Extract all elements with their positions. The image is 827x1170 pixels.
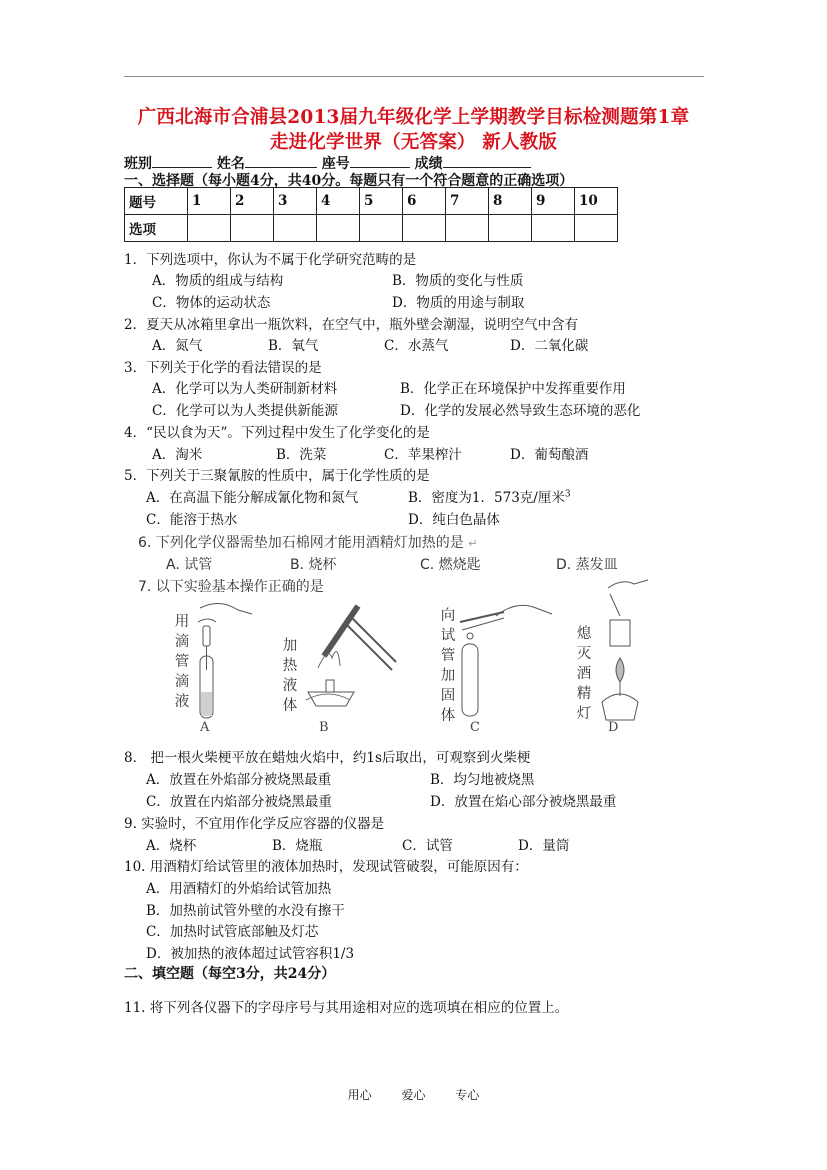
option: A．在高温下能分解成氰化物和氮气 bbox=[146, 490, 359, 506]
option: D．被加热的液体超过试管容积1/3 bbox=[146, 946, 355, 962]
answer-cell[interactable] bbox=[360, 215, 403, 242]
question-stem: 7. 以下实验基本操作正确的是 bbox=[138, 579, 324, 595]
option: C．化学可以为人类提供新能源 bbox=[152, 403, 338, 419]
option: C．放置在内焰部分被烧黑最重 bbox=[146, 794, 332, 810]
figure-b-letter: B bbox=[319, 720, 329, 735]
title-line-1: 广西北海市合浦县2013届九年级化学上学期教学目标检测题第1章 bbox=[137, 107, 690, 128]
option: D．量筒 bbox=[518, 838, 570, 854]
seat-blank[interactable] bbox=[350, 153, 410, 168]
question-stem: 2．夏天从冰箱里拿出一瓶饮料，在空气中，瓶外壁会潮湿，说明空气中含有 bbox=[124, 317, 579, 333]
table-cell: 3 bbox=[274, 188, 317, 215]
option: B．烧瓶 bbox=[272, 838, 323, 854]
figure-d-letter: D bbox=[608, 720, 619, 735]
figure-c-caption: 向试管加固体 bbox=[440, 608, 456, 724]
answer-cell[interactable] bbox=[274, 215, 317, 242]
option: A．氮气 bbox=[152, 338, 203, 354]
option: C．物体的运动状态 bbox=[152, 295, 271, 311]
option-with-superscript bbox=[408, 486, 571, 506]
table-cell: 2 bbox=[231, 188, 274, 215]
option: B．加热前试管外壁的水没有擦干 bbox=[146, 903, 345, 919]
option: D．葡萄酿酒 bbox=[510, 447, 589, 463]
option: A．化学可以为人类研制新材料 bbox=[152, 381, 338, 397]
table-cell: 5 bbox=[360, 188, 403, 215]
option: D．二氧化碳 bbox=[510, 338, 589, 354]
option: B．密度为1．573克/厘米 bbox=[408, 490, 565, 506]
figure-a-letter: A bbox=[200, 720, 210, 735]
option: B．氧气 bbox=[268, 338, 319, 354]
option: A．烧杯 bbox=[146, 838, 197, 854]
question-6-stem: 6. 下列化学仪器需垫加石棉网才能用酒精灯加热的是 bbox=[138, 535, 464, 551]
figure-a-caption: 用滴管滴液 bbox=[174, 614, 190, 710]
answer-cell[interactable] bbox=[231, 215, 274, 242]
option: D. 蒸发皿 bbox=[556, 557, 618, 573]
table-row-answers bbox=[125, 215, 618, 242]
option: C. 燃烧匙 bbox=[420, 557, 481, 573]
table-cell: 1 bbox=[188, 188, 231, 215]
option: B．均匀地被烧黑 bbox=[430, 772, 535, 788]
table-cell: 6 bbox=[403, 188, 446, 215]
row-header-number: 题号 bbox=[125, 188, 188, 215]
question-stem: 3．下列关于化学的看法错误的是 bbox=[124, 360, 322, 376]
option: B．洗菜 bbox=[276, 447, 327, 463]
seat-label: 座号 bbox=[321, 156, 350, 172]
option: D．化学的发展必然导致生态环境的恶化 bbox=[400, 403, 641, 419]
answer-cell[interactable] bbox=[403, 215, 446, 242]
option: B. 烧杯 bbox=[290, 557, 337, 573]
question-stem: 8． 把一根火柴梗平放在蜡烛火焰中，约1s后取出，可观察到火柴梗 bbox=[124, 750, 531, 766]
title-line-2: 走进化学世界（无答案） 新人教版 bbox=[269, 132, 558, 153]
option: C．苹果榨汁 bbox=[384, 447, 462, 463]
row-header-answer: 选项 bbox=[125, 215, 188, 242]
name-label: 姓名 bbox=[216, 156, 245, 172]
class-label: 班别 bbox=[124, 156, 152, 172]
figure-d-caption: 熄灭酒精灯 bbox=[576, 626, 592, 722]
table-row-numbers bbox=[125, 188, 618, 215]
option: A．放置在外焰部分被烧黑最重 bbox=[146, 772, 332, 788]
figure-c-letter: C bbox=[470, 720, 480, 735]
option: C．水蒸气 bbox=[384, 338, 449, 354]
class-blank[interactable] bbox=[152, 153, 212, 168]
option: C．加热时试管底部触及灯芯 bbox=[146, 924, 319, 940]
question-stem: 4．“民以食为天”。下列过程中发生了化学变化的是 bbox=[124, 425, 430, 441]
table-cell: 7 bbox=[446, 188, 489, 215]
option: C．试管 bbox=[402, 838, 453, 854]
question-stem: 10. 用酒精灯给试管里的液体加热时，发现试管破裂，可能原因有： bbox=[124, 859, 528, 875]
adding-solid-figure bbox=[456, 580, 556, 720]
table-cell: 8 bbox=[489, 188, 532, 215]
option: B．物质的变化与性质 bbox=[392, 273, 524, 289]
section2-heading: 二、填空题（每空3分，共24分） bbox=[124, 966, 336, 982]
option: D．物质的用途与制取 bbox=[392, 295, 525, 311]
question-stem: 5．下列关于三聚氰胺的性质中，属于化学性质的是 bbox=[124, 468, 430, 484]
answer-cell[interactable] bbox=[575, 215, 618, 242]
name-blank[interactable] bbox=[245, 153, 317, 168]
page-footer: 用心 爱心 专心 bbox=[347, 1088, 480, 1102]
question-stem bbox=[138, 532, 477, 552]
answer-table bbox=[124, 187, 618, 242]
question-11-stem: 11. 将下列各仪器下的字母序号与其用途相对应的选项填在相应的位置上。 bbox=[124, 1000, 569, 1016]
question-stem: 9. 实验时，不宜用作化学反应容器的仪器是 bbox=[124, 816, 385, 832]
table-cell: 9 bbox=[532, 188, 575, 215]
return-mark-icon: ↵ bbox=[468, 537, 478, 550]
superscript: 3 bbox=[564, 489, 571, 500]
option: A. 试管 bbox=[166, 557, 213, 573]
figure-b-caption: 加热液体 bbox=[282, 638, 298, 714]
section1-heading: 一、选择题（每小题4分，共40分。每题只有一个符合题意的正确选项） bbox=[124, 173, 574, 189]
table-cell: 4 bbox=[317, 188, 360, 215]
option: C．能溶于热水 bbox=[146, 512, 238, 528]
question-stem: 1．下列选项中，你认为不属于化学研究范畴的是 bbox=[124, 252, 417, 268]
answer-cell[interactable] bbox=[446, 215, 489, 242]
option: D．纯白色晶体 bbox=[408, 512, 500, 528]
answer-cell[interactable] bbox=[532, 215, 575, 242]
option: A．物质的组成与结构 bbox=[152, 273, 284, 289]
dropper-figure bbox=[190, 596, 260, 726]
option: B．化学正在环境保护中发挥重要作用 bbox=[400, 381, 626, 397]
score-label: 成绩 bbox=[414, 156, 443, 172]
option: A．用酒精灯的外焰给试管加热 bbox=[146, 881, 332, 897]
extinguish-lamp-figure bbox=[594, 570, 654, 730]
answer-cell[interactable] bbox=[188, 215, 231, 242]
answer-cell[interactable] bbox=[489, 215, 532, 242]
heating-liquid-figure bbox=[298, 596, 398, 716]
score-blank[interactable] bbox=[443, 153, 531, 168]
table-cell: 10 bbox=[575, 188, 618, 215]
answer-cell[interactable] bbox=[317, 215, 360, 242]
option: A．淘米 bbox=[152, 447, 203, 463]
option: D．放置在焰心部分被烧黑最重 bbox=[430, 794, 617, 810]
header-rule bbox=[124, 76, 704, 77]
